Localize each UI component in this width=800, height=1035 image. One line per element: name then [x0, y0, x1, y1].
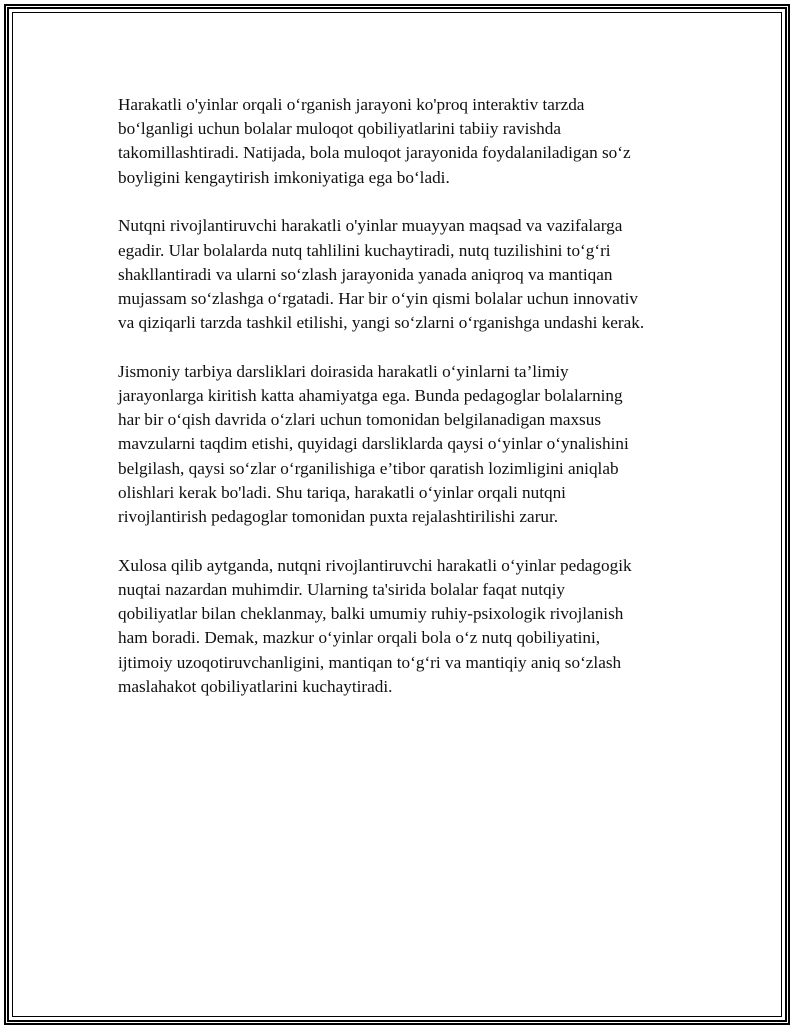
paragraph-line: shakllantiradi va ularni so‘zlash jarayonida yanada aniqroq va mantiqan	[118, 264, 613, 284]
paragraph-1	[118, 93, 693, 190]
paragraph-line: egadir. Ular bolalarda nutq tahlilini kuchaytiradi, nutq tuzilishini to‘g‘ri	[118, 240, 611, 260]
paragraph-line: qobiliyatlar bilan cheklanmay, balki umumiy ruhiy-psixologik rivojlanish	[118, 604, 624, 624]
paragraph-line: maslahakot qobiliyatlarini kuchaytiradi.	[118, 676, 393, 696]
paragraph-line: Nutqni rivojlantiruvchi harakatli o'yinlar muayyan maqsad va vazifalarga	[118, 216, 623, 236]
paragraph-line: ijtimoiy uzoqotiruvchanligini, mantiqan to‘g‘ri va mantiqiy aniq so‘zlash	[118, 652, 622, 672]
paragraph-line: boyligini kengaytirish imkoniyatiga ega bo‘ladi.	[118, 167, 450, 187]
paragraph-line: mujassam so‘zlashga o‘rgatadi. Har bir o‘yin qismi bolalar uchun innovativ	[118, 288, 638, 308]
paragraph-line: jarayonlarga kiritish katta ahamiyatga ega. Bunda pedagoglar bolalarning	[118, 386, 623, 406]
paragraph-line: Jismoniy tarbiya darsliklari doirasida harakatli o‘yinlarni ta’limiy	[118, 361, 569, 381]
paragraph-3	[118, 360, 693, 529]
paragraph-line: va qiziqarli tarzda tashkil etilishi, yangi so‘zlarni o‘rganishga undashi kerak.	[118, 313, 645, 333]
paragraph-line: rivojlantirish pedagoglar tomonidan puxta rejalashtirilishi zarur.	[118, 507, 559, 527]
document-body	[118, 93, 693, 723]
paragraph-line: olishlari kerak bo'ladi. Shu tariqa, harakatli o‘yinlar orqali nutqni	[118, 482, 566, 502]
paragraph-line: belgilash, qaysi so‘zlar o‘rganilishiga e’tibor qaratish lozimligini aniqlab	[118, 458, 619, 478]
paragraph-line: Harakatli o'yinlar orqali o‘rganish jarayoni ko'proq interaktiv tarzda	[118, 95, 585, 114]
paragraph-line: har bir o‘qish davrida o‘zlari uchun tomonidan belgilanadigan maxsus	[118, 410, 602, 430]
paragraph-line: nuqtai nazardan muhimdir. Ularning ta'sirida bolalar faqat nutqiy	[118, 579, 565, 599]
paragraph-4	[118, 554, 693, 699]
paragraph-line: mavzularni taqdim etishi, quyidagi darsliklarda qaysi o‘yinlar o‘ynalishini	[118, 434, 629, 454]
paragraph-line: Xulosa qilib aytganda, nutqni rivojlantiruvchi harakatli o‘yinlar pedagogik	[118, 555, 632, 575]
paragraph-line: ham boradi. Demak, mazkur o‘yinlar orqali bola o‘z nutq qobiliyatini,	[118, 628, 601, 648]
paragraph-line: bo‘lganligi uchun bolalar muloqot qobiliyatlarini tabiiy ravishda	[118, 119, 561, 139]
paragraph-2	[118, 214, 693, 335]
paragraph-line: takomillashtiradi. Natijada, bola muloqot jarayonida foydalaniladigan so‘z	[118, 143, 631, 163]
